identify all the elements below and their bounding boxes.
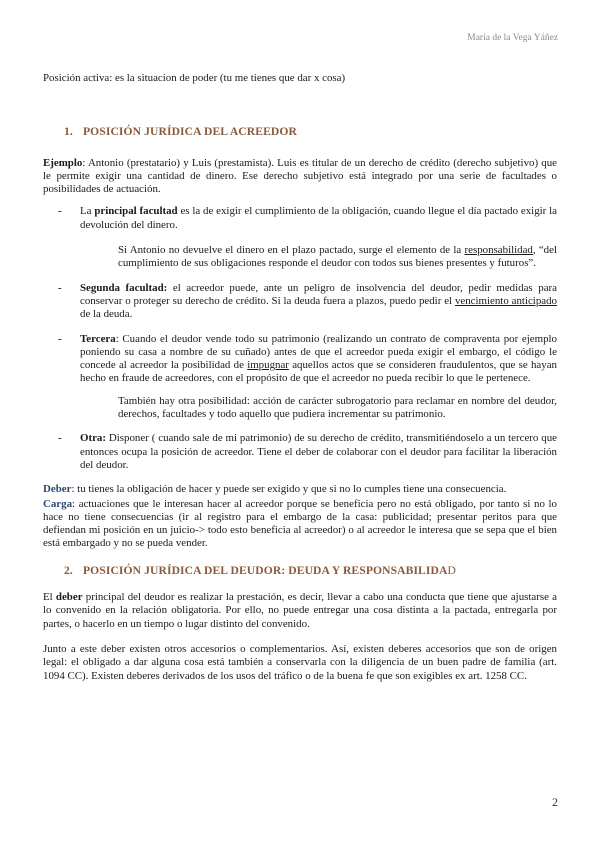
b2-rest: de la deuda. [80, 308, 133, 321]
page-content [43, 72, 557, 683]
example-paragraph [43, 157, 557, 197]
p1-pre: El [43, 591, 56, 604]
carga-text: : actuaciones que le interesan hacer al acreedor porque se beneficia pero no está obligado, por tanto si no lo hace no tiene consecuencias (ir al registro para el embargo de la casa: publicidad; presentar peritos para que defiendan mi posición en un juicio-> todo esto beneficia al acreedor) o al acreedor le interesa que se sepa que el bien está embargado y no se pueda vender. [43, 497, 557, 550]
dash-marker: - [58, 332, 62, 345]
intro-paragraph: Posición activa: es la situacion de poder (tu me tienes que dar x cosa) [43, 72, 346, 84]
page-number: 2 [552, 795, 558, 809]
example-text: : Antonio (prestatario) y Luis (prestamista). Luis es titular de un derecho de crédito (derecho subjetivo) que le permite exigir una cantidad de dinero. Ese derecho subjetivo está integrado por una serie de facultades o posibilidades de actuación. [43, 156, 557, 196]
deber-paragraph [43, 483, 557, 496]
b3-rest: aquellos actos que se consideren fraudulentos, que se hayan hecho en fraude de acreedores, con el propósito de que el acreedor no pueda recibir lo que le pertenece. [80, 359, 557, 385]
bullet-segunda-text [80, 282, 557, 322]
section1-number: 1. [64, 125, 73, 139]
dash-marker: - [58, 205, 62, 218]
b1-sub-underline: responsabilidad [464, 244, 533, 257]
carga-label: Carga [43, 497, 73, 510]
bullet-principal-text [80, 205, 557, 232]
b4-bold: Otra: [80, 432, 107, 445]
deudor-deber-paragraph [43, 591, 557, 631]
section2-title-tail: D [447, 563, 456, 577]
accesorios-paragraph: Junto a este deber existen otros accesorios o complementarios. Así, existen deberes accesorios que son de origen legal: el obligado a dar alguna cosa está también a conservarla con la diligencia de un buen padre de familia (art. 1094 CC). Existen deberes derivados de los usos del tráfico o de la buena fe que son exigibles ex art. 1258 CC. [43, 642, 557, 682]
b2-bold: Segunda facultad: [80, 281, 168, 294]
deber-text: : tu tienes la obligación de hacer y puede ser exigido y que si no lo cumples tiene una consecuencia. [71, 483, 507, 496]
bullet-segunda [43, 282, 557, 322]
section2-number: 2. [64, 563, 73, 577]
responsabilidad-paragraph [43, 244, 557, 271]
b2-pre: el acreedor puede, ante un peligro de insolvencia del deudor, pedir medidas para conservar o proteger su derecho de crédito. Si la deuda fuera a plazos, puedo pedir el [80, 281, 557, 307]
example-label: Ejemplo [43, 156, 83, 169]
section1-heading [64, 125, 557, 138]
section1-title: POSICIÓN JURÍDICA DEL ACREEDOR [83, 125, 297, 139]
section2-heading [64, 564, 557, 577]
p1-rest: principal del deudor es realizar la prestación, es decir, llevar a cabo una conducta que tiene que ajustarse a lo convenido en la relación obligatoria. Por ello, no puede entregar una cosa distinta a la pactada, entregarla por partes, o hacerlo en un tiempo o lugar distinto del convenido. [43, 591, 557, 630]
b4-text: Disponer ( cuando sale de mi patrimonio) de su derecho de crédito, transmitiéndoselo a un tercero que entonces ocupa la posición de acreedor. Tiene el deber de colaborar con el deudor para facilitar la liberación del deudor. [80, 432, 557, 471]
bullet-principal [43, 205, 557, 232]
b3-underline: impugnar [247, 359, 289, 372]
dash-marker: - [58, 281, 62, 294]
b3-pre: : Cuando el deudor vende todo su patrimonio (realizando un contrato de compraventa por ejemplo poniendo su casa a nombre de su cuñado) antes de que el acreedor pueda exigir el embargo, el código le concede al acreedor la posibilidad de [80, 332, 557, 372]
dash-marker: - [58, 432, 62, 445]
b1-bold: principal facultad [94, 205, 178, 218]
b1-sub-rest: , “del cumplimiento de sus obligaciones responde el deudor con todos sus bienes presentes y futuros”. [118, 244, 557, 270]
header-author: María de la Vega Yáñez [467, 33, 558, 43]
carga-paragraph [43, 498, 557, 551]
b1-rest: es la de exigir el cumplimiento de la obligación, cuando llegue el día pactado exigir la devolución del dinero. [80, 205, 557, 231]
subrogatorio-paragraph: También hay otra posibilidad: acción de carácter subrogatorio para reclamar en nombre del deudor, derechos, facultades y todo aquello que pudiera incrementar su patrimonio. [118, 394, 557, 421]
b2-underline: vencimiento anticipado [454, 294, 558, 307]
b1-sub-pre: Si Antonio no devuelve el dinero en el plazo pactado, surge el elemento de la [118, 244, 465, 257]
section2-title: POSICIÓN JURÍDICA DEL DEUDOR: DEUDA Y RESPONSABILIDA [83, 563, 448, 577]
deber-label: Deber [43, 483, 72, 496]
bullet-otra-text [80, 432, 557, 472]
b3-bold: Tercera [80, 332, 116, 345]
bullet-tercera [43, 333, 557, 386]
b1-pre: La [80, 205, 95, 218]
bullet-tercera-text [80, 333, 557, 386]
p1-bold: deber [55, 591, 83, 604]
bullet-otra [43, 432, 557, 472]
